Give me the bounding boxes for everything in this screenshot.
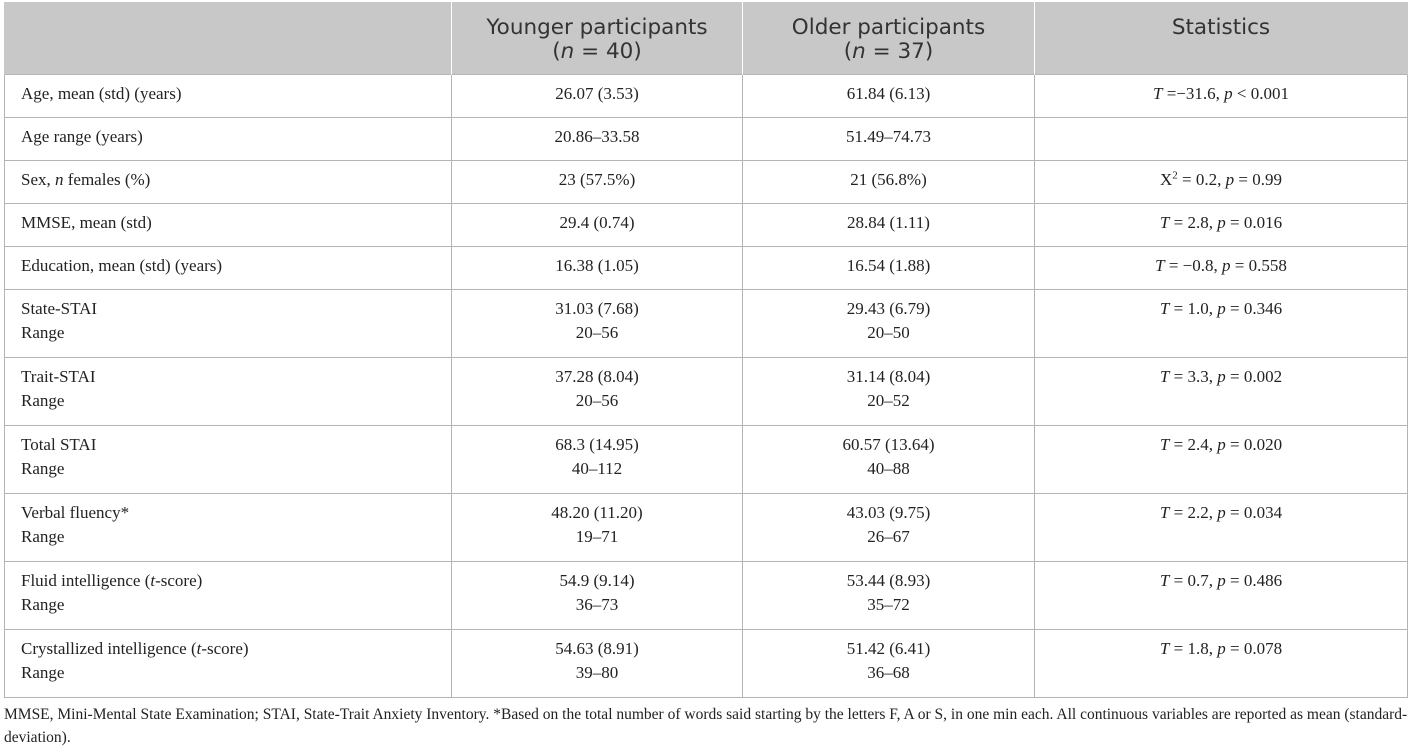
header-statistics: Statistics xyxy=(1035,2,1408,74)
older-value: 16.54 (1.88) xyxy=(743,246,1035,289)
statistic-value: T = 2.8, p = 0.016 xyxy=(1035,203,1408,246)
table-row xyxy=(5,561,1408,629)
row-label: Fluid intelligence (t-score) Range xyxy=(5,561,452,629)
row-label: Crystallized intelligence (t-score) Range xyxy=(5,629,452,697)
younger-value: 48.20 (11.20) 19–71 xyxy=(452,493,743,561)
younger-value: 68.3 (14.95) 40–112 xyxy=(452,425,743,493)
header-older xyxy=(743,2,1035,74)
older-value: 21 (56.8%) xyxy=(743,160,1035,203)
younger-value: 37.28 (8.04) 20–56 xyxy=(452,357,743,425)
demographics-table xyxy=(4,2,1408,698)
statistic-value: T = 1.0, p = 0.346 xyxy=(1035,289,1408,357)
row-label: MMSE, mean (std) xyxy=(5,203,452,246)
row-label: Total STAI Range xyxy=(5,425,452,493)
statistic-value: T = 1.8, p = 0.078 xyxy=(1035,629,1408,697)
older-value: 60.57 (13.64) 40–88 xyxy=(743,425,1035,493)
row-label: Trait-STAI Range xyxy=(5,357,452,425)
statistic-value: T = −0.8, p = 0.558 xyxy=(1035,246,1408,289)
header-older-title: Older participants xyxy=(791,15,986,40)
table-row xyxy=(5,203,1408,246)
older-value: 61.84 (6.13) xyxy=(743,74,1035,117)
statistic-value: T = 3.3, p = 0.002 xyxy=(1035,357,1408,425)
header-older-n: (n = 37) xyxy=(843,39,934,64)
header-younger-title: Younger participants xyxy=(486,15,708,40)
older-value: 51.49–74.73 xyxy=(743,117,1035,160)
table-row xyxy=(5,289,1408,357)
header-younger xyxy=(452,2,743,74)
table-row xyxy=(5,629,1408,697)
row-label: Sex, n females (%) xyxy=(5,160,452,203)
statistic-value: T = 2.4, p = 0.020 xyxy=(1035,425,1408,493)
statistic-value: T =−31.6, p < 0.001 xyxy=(1035,74,1408,117)
younger-value: 20.86–33.58 xyxy=(452,117,743,160)
younger-value: 29.4 (0.74) xyxy=(452,203,743,246)
table-header-row xyxy=(5,2,1408,74)
table-row xyxy=(5,160,1408,203)
row-label: Education, mean (std) (years) xyxy=(5,246,452,289)
row-label: Age range (years) xyxy=(5,117,452,160)
statistic-value xyxy=(1035,117,1408,160)
older-value: 43.03 (9.75) 26–67 xyxy=(743,493,1035,561)
table-row xyxy=(5,357,1408,425)
statistic-value: T = 2.2, p = 0.034 xyxy=(1035,493,1408,561)
row-label: State-STAI Range xyxy=(5,289,452,357)
table-footnote: MMSE, Mini-Mental State Examination; STAI, State-Trait Anxiety Inventory. *Based on the total number of words said starting by the letters F, A or S, in one min each. All continuous variables are reported as mean (standard-deviation). xyxy=(4,706,1408,746)
demographics-table-container xyxy=(4,2,1407,698)
older-value: 53.44 (8.93) 35–72 xyxy=(743,561,1035,629)
younger-value: 23 (57.5%) xyxy=(452,160,743,203)
younger-value: 54.9 (9.14) 36–73 xyxy=(452,561,743,629)
younger-value: 54.63 (8.91) 39–80 xyxy=(452,629,743,697)
table-row xyxy=(5,74,1408,117)
row-label: Age, mean (std) (years) xyxy=(5,74,452,117)
younger-value: 16.38 (1.05) xyxy=(452,246,743,289)
statistic-value: T = 0.7, p = 0.486 xyxy=(1035,561,1408,629)
older-value: 28.84 (1.11) xyxy=(743,203,1035,246)
younger-value: 26.07 (3.53) xyxy=(452,74,743,117)
header-empty-cell xyxy=(5,2,452,74)
row-label: Verbal fluency* Range xyxy=(5,493,452,561)
header-younger-n: (n = 40) xyxy=(552,39,642,64)
table-row xyxy=(5,246,1408,289)
older-value: 29.43 (6.79) 20–50 xyxy=(743,289,1035,357)
table-row xyxy=(5,493,1408,561)
older-value: 51.42 (6.41) 36–68 xyxy=(743,629,1035,697)
table-row xyxy=(5,425,1408,493)
table-row xyxy=(5,117,1408,160)
younger-value: 31.03 (7.68) 20–56 xyxy=(452,289,743,357)
older-value: 31.14 (8.04) 20–52 xyxy=(743,357,1035,425)
statistic-value: $X^2 = 0.2$, p = 0.99 xyxy=(1035,160,1408,203)
